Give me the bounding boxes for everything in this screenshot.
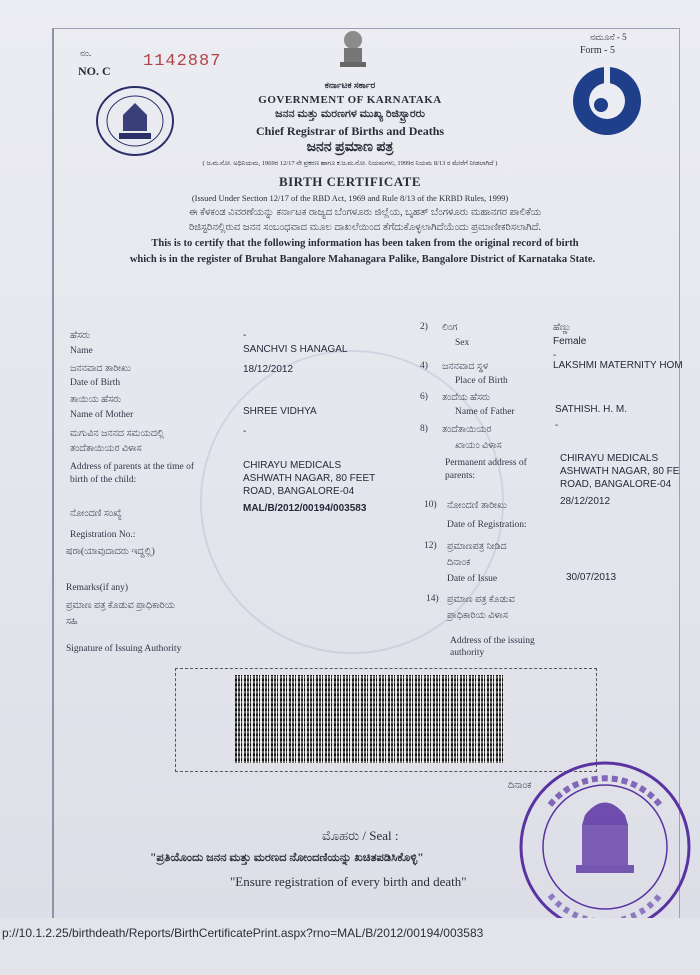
no-label-kn: ನಂ.: [80, 48, 92, 58]
perm-dash: -: [555, 420, 559, 431]
reg-date-label-kn: ನೋಂದಣಿ ತಾರೀಖು: [447, 501, 507, 511]
form-label-kn: ನಮೂನೆ - 5: [590, 32, 627, 42]
father-label: Name of Father: [455, 407, 515, 417]
num-12: 12): [424, 541, 437, 551]
govt-title: GOVERNMENT OF KARNATAKA: [258, 94, 442, 106]
serial-number: 1142887: [143, 52, 222, 71]
issue-value: 30/07/2013: [566, 572, 617, 583]
auth-addr-label-2: authority: [450, 648, 485, 658]
remarks-label: Remarks(if any): [66, 583, 128, 593]
barcode-texture: [235, 675, 505, 763]
father-value: SATHISH. H. M.: [555, 404, 628, 415]
dob-label: Date of Birth: [70, 378, 121, 388]
issue-label: Date of Issue: [447, 574, 498, 584]
issue-label-kn-2: ದಿನಾಂಕ: [447, 558, 471, 568]
form-label: Form - 5: [580, 45, 615, 56]
sex-value: Female: [553, 336, 587, 347]
cert-title: BIRTH CERTIFICATE: [278, 174, 422, 189]
sign-label-kn-2: ಸಹಿ: [66, 617, 78, 627]
registrar-kn: ಜನನ ಮತ್ತು ಮರಣಗಳ ಮುಖ್ಯ ರಿಜಿಸ್ಟ್ರಾರರು: [274, 108, 426, 120]
intro-en-2: which is in the register of Bruhat Bangalore Mahanagara Palike, Bangalore District of Karnataka State.: [129, 254, 596, 265]
sign-label: Signature of Issuing Authority: [66, 644, 182, 654]
perm-value-3: ROAD, BANGALORE-04: [560, 479, 672, 490]
num-2: 2): [420, 322, 428, 332]
num-4: 4): [420, 361, 428, 371]
seal-label: ಮೊಹರು / Seal :: [322, 828, 399, 843]
addr-birth-value-2: ASHWATH NAGAR, 80 FEET: [243, 473, 376, 484]
registrar-title: Chief Registrar of Births and Deaths: [255, 124, 445, 138]
intro-en-1: This is to certify that the following information has been taken from the original record of birth: [151, 238, 579, 249]
reg-date-label: Date of Registration:: [447, 520, 527, 530]
perm-value-1: CHIRAYU MEDICALS: [560, 453, 659, 464]
reg-no-value: MAL/B/2012/00194/003583: [243, 503, 367, 514]
govt-kn: ಕರ್ನಾಟಕ ಸರ್ಕಾರ: [324, 80, 376, 90]
reg-no-label-kn: ನೋಂದಣಿ ಸಂಖ್ಯೆ: [70, 509, 122, 519]
reg-no-label: Registration No.:: [70, 530, 136, 540]
intro-kn-1: ಈ ಕೆಳಕಂಡ ವಿವರಣೆಯನ್ನು ಕರ್ನಾಟಕ ರಾಜ್ಯದ ಬೆಂಗಳೂರು ಜಿಲ್ಲೆಯ, ಬೃಹತ್ ಬೆಂಗಳೂರು ಮಹಾನಗರ ಪಾಲಿಕೆಯ: [188, 207, 542, 218]
addr-birth-label-2: birth of the child:: [70, 475, 137, 485]
addr-birth-label-1: Address of parents at the time of: [70, 462, 194, 472]
father-label-kn: ತಂದೆಯ ಹೆಸರು: [442, 393, 491, 403]
pob-value: LAKSHMI MATERNITY HOM: [553, 360, 683, 371]
num-10: 10): [424, 500, 437, 510]
perm-label-kn-1: ತಂದೆತಾಯಿಯರ: [442, 425, 492, 435]
sex-value-kn: ಹೆಣ್ಣು: [553, 323, 572, 333]
act-kn: ( ಜ.ಮ.ನೋ. ಅಧಿನಿಯಮ, 1969ರ 12/17 ನೇ ಪ್ರಕರಣ ಹಾಗೂ ಕ.ಜ.ಮ.ನೋ. ನಿಯಮಗಳು, 1999ರ ನಿಯಮ 8/13 ರ ಮೇರೆಗೆ ನೀಡಲಾಗಿದೆ ): [202, 160, 498, 167]
reg-date-value: 28/12/2012: [560, 496, 611, 507]
issued-under: (Issued Under Section 12/17 of the RBD Act, 1969 and Rule 8/13 of the KRBD Rules, 1999): [191, 193, 509, 203]
intro-kn-2: ರಿಜಿಸ್ಟರಿನಲ್ಲಿರುವ ಜನನ ಸಂಬಂಧವಾದ ಮೂಲ ದಾಖಲೆಯಿಂದ ತೆಗೆದುಕೊಳ್ಳಲಾಗಿದೆಯೆಂದು ಪ್ರಮಾಣೀಕರಿಸಲಾಗಿದೆ.: [189, 222, 541, 233]
num-14: 14): [426, 594, 439, 604]
mother-value: SHREE VIDHYA: [243, 406, 317, 417]
pob-dash: -: [553, 350, 557, 361]
ensure-en: "Ensure registration of every birth and death": [230, 874, 467, 889]
registration-logo-icon: [568, 62, 646, 140]
auth-addr-label-kn-2: ಪ್ರಾಧಿಕಾರಿಯ ವಿಳಾಸ: [447, 611, 508, 621]
dob-value: 18/12/2012: [243, 364, 294, 375]
addr-birth-label-kn-1: ಮಗುವಿನ ಜನನದ ಸಮಯದಲ್ಲಿ: [70, 429, 165, 439]
issue-label-kn-1: ಪ್ರಮಾಣಪತ್ರ ನೀಡಿದ: [447, 542, 507, 552]
remarks-label-kn: ಷರಾ(ಯಾವುದಾದರು ಇದ್ದಲ್ಲಿ): [66, 547, 155, 557]
perm-label-kn-2: ಖಾಯಂ ವಿಳಾಸ: [455, 441, 502, 451]
name-label: Name: [70, 346, 93, 356]
sex-label: Sex: [455, 338, 470, 348]
sex-label-kn: ಲಿಂಗ: [442, 323, 458, 333]
pob-label-kn: ಜನನವಾದ ಸ್ಥಳ: [442, 362, 489, 372]
mother-label: Name of Mother: [70, 410, 134, 420]
karnataka-seal-icon: [95, 85, 175, 157]
num-6: 6): [420, 392, 428, 402]
addr-birth-value-1: CHIRAYU MEDICALS: [243, 460, 342, 471]
name-dash: -: [243, 330, 247, 341]
auth-addr-label-1: Address of the issuing: [450, 636, 535, 646]
sign-label-kn-1: ಪ್ರಮಾಣ ಪತ್ರ ಕೊಡುವ ಪ್ರಾಧಿಕಾರಿಯ: [66, 601, 175, 611]
perm-label-1: Permanent address of: [445, 458, 527, 468]
name-value: SANCHVI S HANAGAL: [243, 344, 348, 355]
addr-birth-dash: -: [243, 426, 247, 437]
cert-title-kn: ಜನನ ಪ್ರಮಾಣ ಪತ್ರ: [306, 140, 394, 155]
auth-addr-label-kn-1: ಪ್ರಮಾಣ ಪತ್ರ ಕೊಡುವ: [447, 595, 515, 605]
print-url: p://10.1.2.25/birthdeath/Reports/BirthCertificatePrint.aspx?rno=MAL/B/2012/00194/003583: [2, 926, 484, 940]
num-8: 8): [420, 424, 428, 434]
pob-label: Place of Birth: [455, 376, 508, 386]
name-label-kn: ಹೆಸರು: [70, 331, 91, 341]
perm-value-2: ASHWATH NAGAR, 80 FE: [560, 466, 680, 477]
perm-label-2: parents:: [445, 471, 476, 481]
national-emblem-icon: [336, 28, 370, 72]
addr-birth-label-kn-2: ತಂದೆತಾಯಿಯರ ವಿಳಾಸ: [70, 444, 142, 454]
addr-birth-value-3: ROAD, BANGALORE-04: [243, 486, 355, 497]
date-label-kn: ದಿನಾಂಕ: [508, 781, 532, 791]
dob-label-kn: ಜನನವಾದ ತಾರೀಖು: [70, 364, 131, 374]
ensure-kn: "ಪ್ರತಿಯೊಂದು ಜನನ ಮತ್ತು ಮರಣದ ನೋಂದಣಿಯನ್ನು ಖಚಿತಪಡಿಸಿಕೊಳ್ಳಿ": [150, 852, 424, 864]
no-label: NO. C: [78, 64, 111, 78]
mother-label-kn: ತಾಯಿಯ ಹೆಸರು: [70, 395, 122, 405]
bbmp-stamp-icon: [510, 755, 700, 940]
